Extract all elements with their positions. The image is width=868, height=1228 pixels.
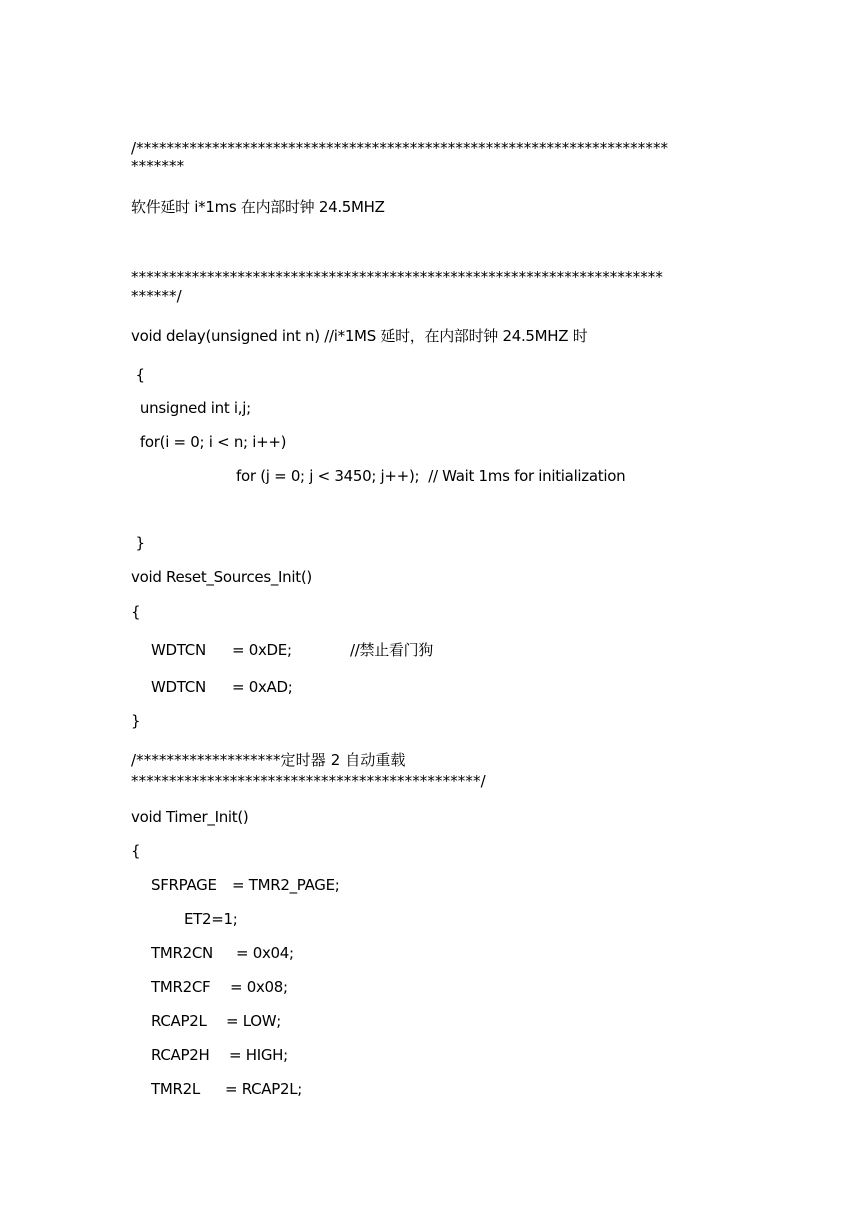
- code-token: = HIGH;: [229, 1046, 288, 1064]
- code-token: = 0xAD;: [232, 678, 293, 696]
- code-comment: //禁止看门狗: [350, 641, 434, 659]
- code-token: RCAP2H: [151, 1046, 210, 1064]
- comment-line: ******/: [131, 287, 182, 305]
- code-token: TMR2CF: [151, 978, 211, 996]
- code-line: void delay(unsigned int n) //i*1MS 延时，在内部时钟 24.5MHZ 时: [131, 327, 588, 345]
- code-token: SFRPAGE: [151, 876, 217, 894]
- code-line: {: [131, 603, 141, 621]
- code-line: for (j = 0; j < 3450; j++); // Wait 1ms for initialization: [236, 467, 626, 485]
- code-line: void Timer_Init(): [131, 808, 249, 826]
- code-line: for(i = 0; i < n; i++): [131, 433, 287, 451]
- code-token: WDTCN: [151, 678, 206, 696]
- code-line: ET2=1;: [184, 910, 238, 928]
- code-token: = 0x08;: [230, 978, 288, 996]
- code-token: WDTCN: [151, 641, 206, 659]
- comment-line: *******: [131, 157, 185, 175]
- code-token: = 0xDE;: [232, 641, 292, 659]
- comment-line: 软件延时 i*1ms 在内部时钟 24.5MHZ: [131, 198, 385, 216]
- comment-line: /**********************************************************************: [131, 139, 669, 157]
- code-line: void Reset_Sources_Init(): [131, 568, 312, 586]
- code-line: {: [131, 842, 141, 860]
- code-token: = LOW;: [226, 1012, 282, 1030]
- code-token: = RCAP2L;: [225, 1080, 303, 1098]
- code-token: = TMR2_PAGE;: [232, 876, 340, 894]
- comment-line: /*******************定时器 2 自动重载: [131, 751, 406, 769]
- code-line: }: [131, 712, 141, 730]
- comment-line: **********************************************/: [131, 772, 486, 790]
- code-token: = 0x04;: [236, 944, 294, 962]
- code-line: }: [131, 534, 145, 552]
- code-token: TMR2CN: [151, 944, 213, 962]
- code-line: unsigned int i,j;: [131, 399, 251, 417]
- comment-line: **********************************************************************: [131, 268, 663, 286]
- code-token: TMR2L: [151, 1080, 200, 1098]
- code-line: {: [131, 366, 145, 384]
- code-token: RCAP2L: [151, 1012, 207, 1030]
